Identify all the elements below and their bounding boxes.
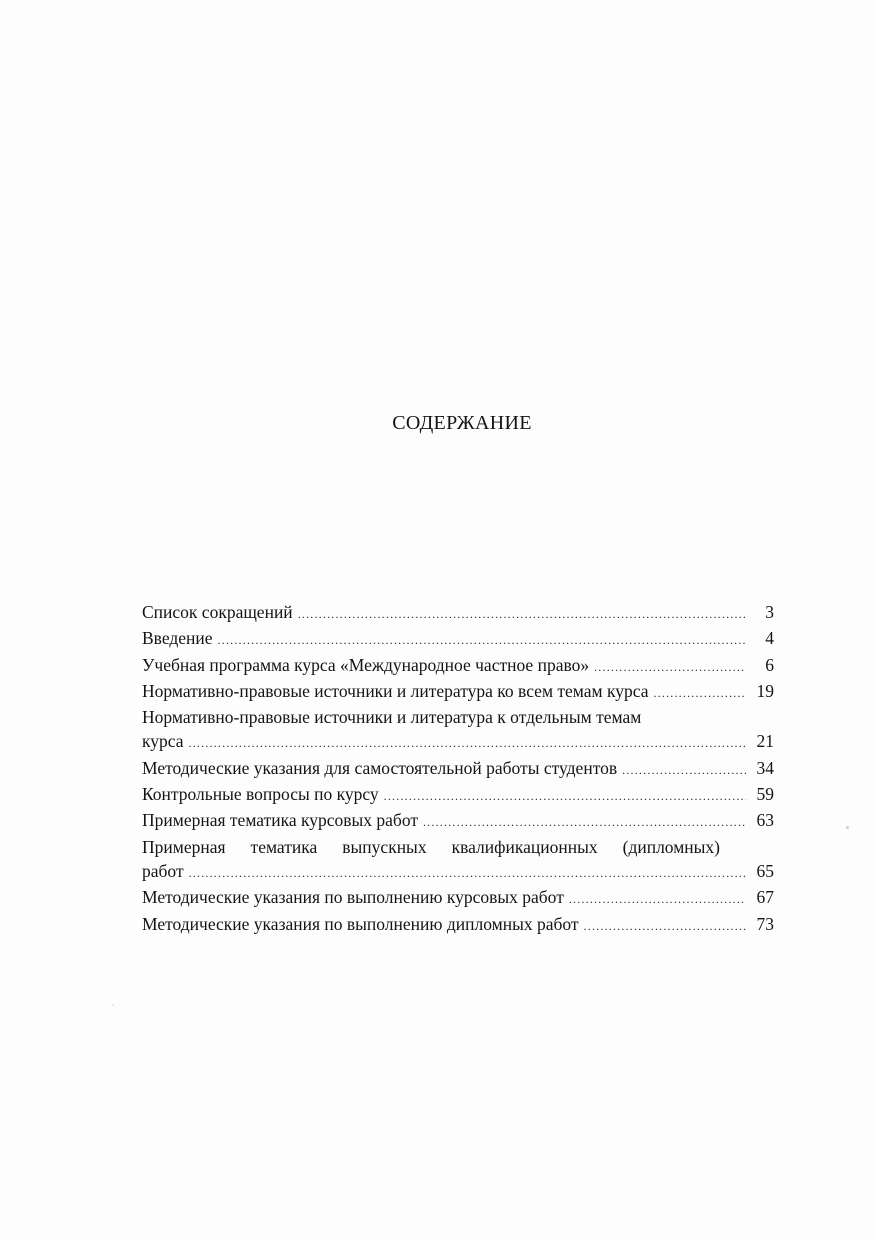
toc-entry-label: Контрольные вопросы по курсу <box>142 784 379 805</box>
toc-entry-term-paper-guidelines[interactable] <box>142 885 774 911</box>
toc-entry-label-line1: Примерная тематика выпускных квалификационных (дипломных) <box>142 836 720 857</box>
dot-leader <box>584 914 746 938</box>
dot-leader <box>622 758 746 782</box>
toc-page-number: 63 <box>756 810 774 831</box>
toc-entry-label: Методические указания для самостоятельной работы студентов <box>142 757 618 778</box>
toc-entry-self-study-guidelines[interactable] <box>142 756 774 782</box>
toc-entry-introduction[interactable] <box>142 626 774 652</box>
toc-page-number: 4 <box>765 628 774 649</box>
toc-page-number: 34 <box>756 757 774 778</box>
toc-page-number: 3 <box>765 602 774 622</box>
table-of-contents <box>142 600 774 938</box>
toc-entry-label: курса <box>142 731 184 752</box>
scan-speck <box>112 1004 114 1006</box>
dot-leader <box>189 731 746 755</box>
dot-leader <box>189 861 746 885</box>
dot-leader <box>423 810 746 834</box>
toc-entry-label: Методические указания по выполнению дипломных работ <box>142 913 579 934</box>
toc-entry-label: Учебная программа курса «Международное частное право» <box>142 654 590 675</box>
toc-entry-thesis-guidelines[interactable] <box>142 912 774 938</box>
dot-leader <box>384 784 746 808</box>
toc-entry-term-paper-topics[interactable] <box>142 808 774 834</box>
toc-entry-course-program[interactable] <box>142 653 774 679</box>
dot-leader <box>594 655 746 679</box>
toc-page-number: 19 <box>756 680 774 701</box>
scan-speck <box>846 826 849 829</box>
toc-entry-label-line1: Нормативно-правовые источники и литература к отдельным темам <box>142 707 642 728</box>
toc-page-number: 65 <box>756 860 774 881</box>
toc-entry-sources-separate-topics[interactable] <box>142 705 774 756</box>
dot-leader <box>218 628 746 652</box>
toc-entry-sources-all-topics[interactable] <box>142 679 774 705</box>
toc-entry-label: Введение <box>142 628 213 649</box>
toc-page-number: 73 <box>756 913 774 934</box>
dot-leader <box>653 681 746 705</box>
toc-page-number: 6 <box>765 654 774 675</box>
toc-page-number: 21 <box>756 731 774 752</box>
toc-entry-label: Методические указания по выполнению курсовых работ <box>142 887 564 908</box>
dot-leader <box>569 887 746 911</box>
toc-page-number: 59 <box>756 784 774 805</box>
toc-entry-label: Нормативно-правовые источники и литература ко всем темам курса <box>142 680 649 701</box>
toc-page-number: 67 <box>756 887 774 908</box>
toc-entry-label: работ <box>142 860 184 881</box>
toc-entry-control-questions[interactable] <box>142 782 774 808</box>
dot-leader <box>298 602 746 626</box>
toc-entry-thesis-topics[interactable] <box>142 835 774 886</box>
toc-heading: СОДЕРЖАНИЕ <box>392 412 532 434</box>
toc-entry-label: Примерная тематика курсовых работ <box>142 810 418 831</box>
toc-entry-label: Список сокращений <box>142 602 293 622</box>
toc-entry-abbreviations[interactable] <box>142 600 774 626</box>
